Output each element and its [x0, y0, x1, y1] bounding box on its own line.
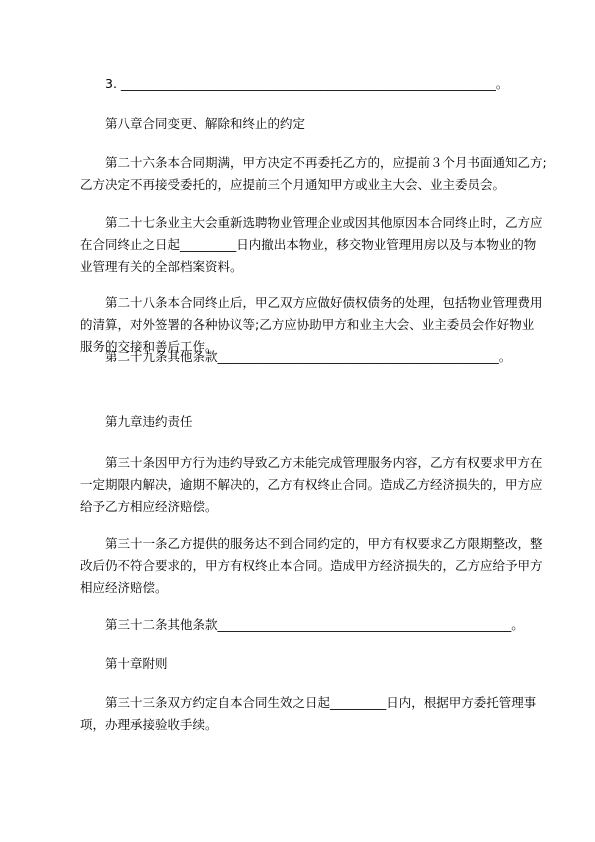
article-29-paragraph [80, 346, 551, 368]
item-3-blank-line [80, 73, 551, 95]
text-line: 3. ____________________________________________________________。 [105, 76, 509, 91]
chapter-9-heading [80, 411, 551, 433]
text-line: 乙方决定不再接受委托的，应提前三个月通知甲方或业主大会、业主委员会。 [80, 177, 506, 192]
text-line: 第三十一条乙方提供的服务达不到合同约定的，甲方有权要求乙方限期整改，整 [105, 536, 543, 551]
text-line: 第十章附则 [105, 656, 168, 671]
chapter-8-heading [80, 113, 551, 135]
chapter-10-heading [80, 653, 551, 675]
text-line: 改后仍不符合要求的，甲方有权终止本合同。造成甲方经济损失的，乙方应给予甲方 [80, 558, 543, 573]
article-27-paragraph [80, 212, 543, 278]
text-line: 第九章违约责任 [105, 414, 193, 429]
text-line: 服务的交接和善后工作。 [80, 339, 218, 354]
text-line: 项，办理承接验收手续。 [80, 717, 218, 732]
text-line: 第八章合同变更、解除和终止的约定 [105, 116, 306, 131]
text-line: 第三十条因甲方行为违约导致乙方未能完成管理服务内容，乙方有权要求甲方在 [105, 455, 543, 470]
text-line: 业管理有关的全部档案资料。 [80, 259, 243, 274]
text-line: 第二十七条业主大会重新选聘物业管理企业或因其他原因本合同终止时，乙方应 [105, 215, 543, 230]
text-line: 在合同终止之日起_________日内撤出本物业，移交物业管理用房以及与本物业的物 [80, 237, 537, 252]
text-line: 第三十三条双方约定自本合同生效之日起_________日内，根据甲方委托管理事 [105, 695, 537, 710]
text-line: 第二十九条其他条款_____________________________________________。 [105, 349, 512, 364]
article-32-paragraph [80, 614, 551, 636]
article-33-paragraph [80, 692, 537, 736]
text-line: 给予乙方相应经济赔偿。 [80, 499, 218, 514]
text-line: 的清算，对外签署的各种协议等;乙方应协助甲方和业主大会、业主委员会作好物业 [80, 317, 535, 332]
text-line: 一定期限内解决，逾期不解决的，乙方有权终止合同。造成乙方经济损失的，甲方应 [80, 477, 543, 492]
article-26-paragraph [80, 152, 547, 196]
text-line: 第三十二条其他条款_______________________________________________。 [105, 617, 524, 632]
article-31-paragraph [80, 533, 543, 599]
text-line: 第二十六条本合同期满，甲方决定不再委托乙方的，应提前３个月书面通知乙方; [105, 155, 547, 170]
text-line: 相应经济赔偿。 [80, 580, 168, 595]
article-30-paragraph [80, 452, 543, 518]
text-line: 第二十八条本合同终止后，甲乙双方应做好债权债务的处理，包括物业管理费用 [105, 295, 543, 310]
